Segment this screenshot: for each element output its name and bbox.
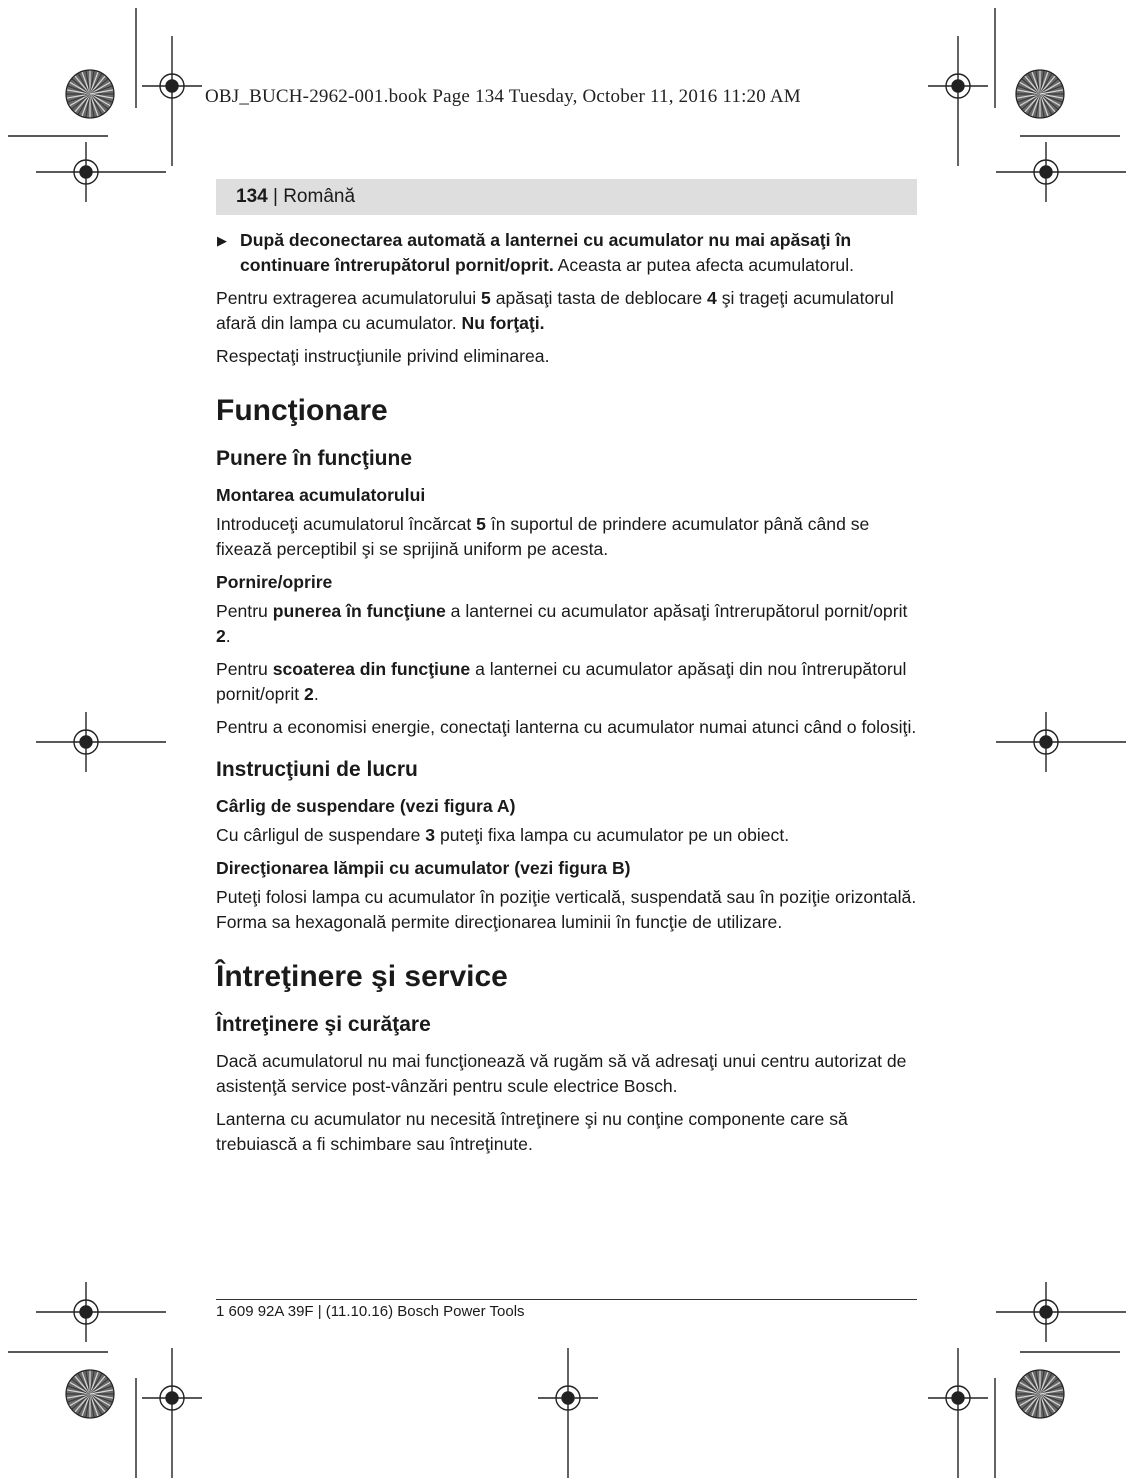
text-run: . — [313, 684, 319, 704]
switch-off-paragraph — [216, 657, 917, 707]
text-run: puteţi fixa lampa cu acumulator pe un obiect. — [435, 825, 790, 845]
registration-crosshair-icon — [36, 1282, 166, 1342]
section-title-maintenance: Întreţinere şi service — [216, 960, 508, 993]
text-run: a lanternei cu acumulator apăsaţi din nou întrerupătorul pornit/oprit — [216, 659, 907, 704]
page-number: 134 — [236, 186, 268, 207]
color-calibration-dial-icon — [66, 1370, 114, 1418]
direction-paragraph: Puteţi folosi lampa cu acumulator în poziţie verticală, suspendată sau în poziţie orizontală. Forma sa hexagonală permite direcţionarea luminii în funcţie de utilizare. — [216, 887, 917, 932]
page-content — [216, 228, 917, 1165]
print-slug: OBJ_BUCH-2962-001.book Page 134 Tuesday, October 11, 2016 11:20 AM — [205, 86, 801, 107]
disposal-paragraph: Respectaţi instrucţiunile privind eliminarea. — [216, 346, 550, 366]
heading-battery-insert: Montarea acumulatorului — [216, 485, 426, 505]
section-title-operation: Funcţionare — [216, 394, 388, 427]
ref-number: 3 — [425, 825, 436, 845]
hook-paragraph — [216, 823, 917, 848]
battery-paragraph — [216, 512, 917, 562]
ref-number: 2 — [304, 684, 314, 704]
registration-crosshair-icon — [928, 1348, 988, 1478]
color-calibration-dial-icon — [66, 70, 114, 118]
page-header — [216, 179, 917, 215]
registration-crosshair-icon — [996, 1282, 1126, 1342]
warning-bold-text: După deconectarea automată a lanternei cu acumulator nu mai apăsaţi în continuare întrerupătorul pornit/oprit. — [240, 230, 852, 275]
text-run: Pentru — [216, 601, 273, 621]
removal-paragraph — [216, 286, 917, 336]
text-run: Cu cârligul de suspendare — [216, 825, 426, 845]
text-run: şi trageţi acumulatorul afară din lampa cu acumulator. — [216, 288, 894, 333]
heading-on-off: Pornire/oprire — [216, 572, 333, 592]
switch-on-paragraph — [216, 599, 917, 649]
heading-hook: Cârlig de suspendare (vezi figura A) — [216, 796, 516, 816]
text-run: în suportul de prindere acumulator până când se fixează perceptibil şi se sprijină uniform pe acesta. — [216, 514, 870, 559]
triangle-bullet-icon: ▶ — [217, 233, 227, 248]
registration-crosshair-icon — [142, 36, 202, 166]
ref-number: 5 — [476, 514, 486, 534]
bold-text: punerea în funcţiune — [272, 601, 446, 621]
registration-crosshair-icon — [928, 36, 988, 166]
registration-crosshair-icon — [996, 712, 1126, 772]
maintenance-paragraph-2: Lanterna cu acumulator nu necesită întreţinere şi nu conţine componente care să trebuiască a fi schimbare sau întreţinute. — [216, 1109, 848, 1154]
text-run: a lanternei cu acumulator apăsaţi întrerupătorul pornit/oprit — [445, 601, 908, 621]
bold-text: scoaterea din funcţiune — [272, 659, 471, 679]
footer-text: 1 609 92A 39F | (11.10.16) Bosch Power Tools — [216, 1303, 525, 1320]
subsection-title-tips: Instrucţiuni de lucru — [216, 758, 418, 781]
color-calibration-dial-icon — [1016, 1370, 1064, 1418]
registration-crosshair-icon — [538, 1348, 598, 1478]
maintenance-paragraph-1: Dacă acumulatorul nu mai funcţionează vă rugăm să vă adresaţi unui centru autorizat de asistenţă service post-vânzări pentru scule electrice Bosch. — [216, 1051, 907, 1096]
subsection-title-startup: Punere în funcţiune — [216, 447, 413, 470]
registration-crosshair-icon — [36, 142, 166, 202]
subsection-title-cleaning: Întreţinere şi curăţare — [216, 1013, 431, 1036]
registration-crosshair-icon — [996, 142, 1126, 202]
registration-crosshair-icon — [36, 712, 166, 772]
header-language: Română — [283, 186, 356, 207]
text-run: Introduceţi acumulatorul încărcat — [216, 514, 477, 534]
ref-number: 2 — [216, 626, 226, 646]
text-run: Pentru — [216, 659, 273, 679]
registration-crosshair-icon — [142, 1348, 202, 1478]
energy-paragraph: Pentru a economisi energie, conectaţi lanterna cu acumulator numai atunci când o folosiţi. — [216, 717, 917, 737]
ref-number: 4 — [707, 288, 717, 308]
ref-number: 5 — [481, 288, 491, 308]
heading-direction: Direcţionarea lămpii cu acumulator (vezi figura B) — [216, 858, 631, 878]
text-run: Pentru extragerea acumulatorului — [216, 288, 482, 308]
text-run: apăsaţi tasta de deblocare — [490, 288, 708, 308]
color-calibration-dial-icon — [1016, 70, 1064, 118]
warning-bullet — [216, 228, 917, 278]
warning-text: Aceasta ar putea afecta acumulatorul. — [553, 255, 855, 275]
text-run: . — [225, 626, 231, 646]
bold-text: Nu forţaţi. — [461, 313, 545, 333]
header-separator: | — [267, 186, 284, 207]
footer-divider — [216, 1299, 917, 1300]
